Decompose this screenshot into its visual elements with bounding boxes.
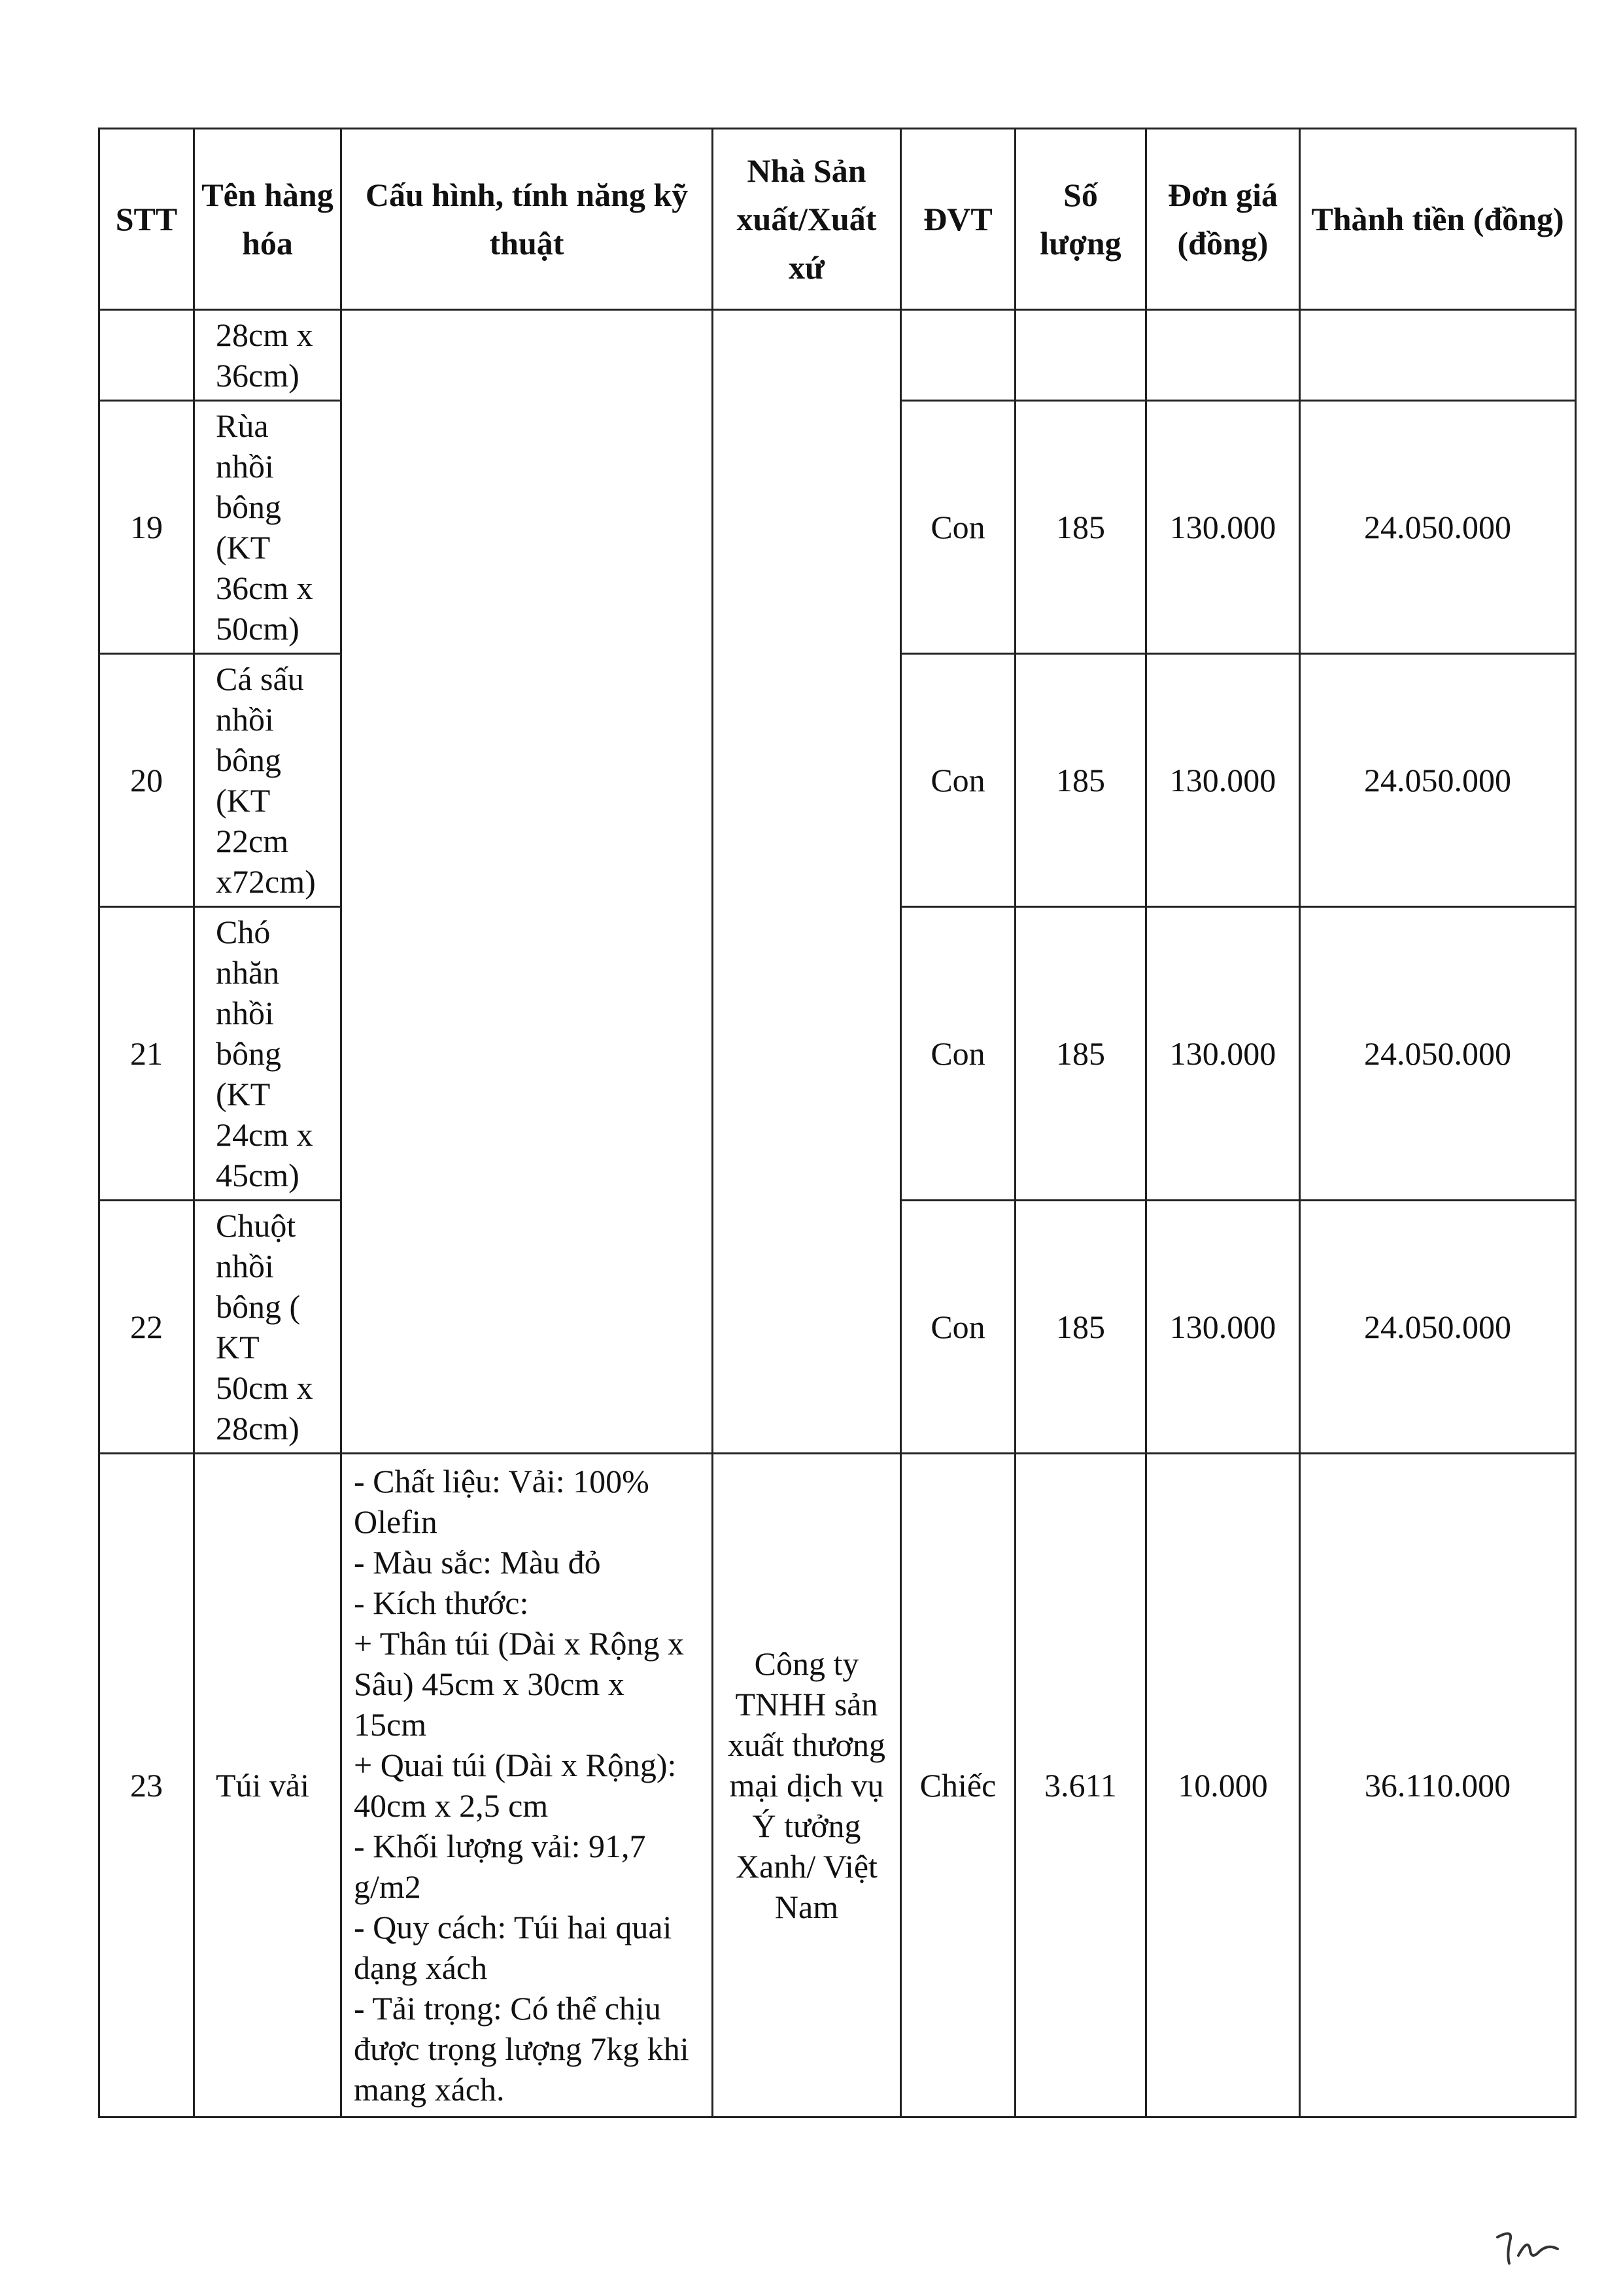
cell-stt (99, 310, 194, 401)
header-row (99, 129, 1576, 310)
cell-stt: 22 (99, 1201, 194, 1454)
cell-ten-hang-hoa: Túi vải (194, 1454, 341, 2117)
cell-dvt: Con (901, 401, 1016, 654)
cell-so-luong: 185 (1016, 1201, 1146, 1454)
cell-stt: 23 (99, 1454, 194, 2117)
cell-thanh-tien: 24.050.000 (1300, 1201, 1576, 1454)
cell-so-luong: 185 (1016, 654, 1146, 907)
cell-stt: 19 (99, 401, 194, 654)
cell-so-luong: 3.611 (1016, 1454, 1146, 2117)
cell-don-gia: 130.000 (1146, 1201, 1300, 1454)
cell-thanh-tien (1300, 310, 1576, 401)
table-row-continuation (99, 310, 1576, 401)
cell-cau-hinh (341, 1454, 713, 2117)
handwritten-initials-mark (1492, 2224, 1564, 2270)
spec-line: + Thân túi (Dài x Rộng x Sâu) 45cm x 30cm x 15cm (354, 1625, 685, 1743)
cell-so-luong: 185 (1016, 907, 1146, 1201)
spec-line: - Kích thước: (354, 1585, 529, 1621)
header-so-luong: Số lượng (1016, 129, 1146, 310)
cell-ten-hang-hoa: Chuột nhồi bông ( KT 50cm x 28cm) (194, 1201, 341, 1454)
cell-don-gia: 130.000 (1146, 907, 1300, 1201)
cell-ten-hang-hoa: Rùa nhồi bông (KT 36cm x 50cm) (194, 401, 341, 654)
spec-line: - Khối lượng vải: 91,7 g/m2 (354, 1828, 646, 1905)
header-cau-hinh: Cấu hình, tính năng kỹ thuật (341, 129, 713, 310)
cell-dvt (901, 310, 1016, 401)
cell-don-gia: 130.000 (1146, 654, 1300, 907)
cell-nha-san-xuat-merged (713, 310, 901, 1454)
cell-dvt: Con (901, 907, 1016, 1201)
cell-dvt: Con (901, 654, 1016, 907)
spec-line: - Màu sắc: Màu đỏ (354, 1544, 601, 1581)
cell-thanh-tien: 24.050.000 (1300, 654, 1576, 907)
header-ten-hang-hoa: Tên hàng hóa (194, 129, 341, 310)
cell-ten-hang-hoa: 28cm x 36cm) (194, 310, 341, 401)
header-thanh-tien: Thành tiền (đồng) (1300, 129, 1576, 310)
cell-nha-san-xuat: Công ty TNHH sản xuất thương mại dịch vụ Ý tưởng Xanh/ Việt Nam (713, 1454, 901, 2117)
cell-thanh-tien: 24.050.000 (1300, 907, 1576, 1201)
header-don-gia: Đơn giá (đồng) (1146, 129, 1300, 310)
table-row (99, 1454, 1576, 2117)
header-stt: STT (99, 129, 194, 310)
cell-stt: 20 (99, 654, 194, 907)
cell-don-gia (1146, 310, 1300, 401)
spec-line: - Tải trọng: Có thể chịu được trọng lượng 7kg khi mang xách. (354, 1990, 689, 2108)
cell-thanh-tien: 24.050.000 (1300, 401, 1576, 654)
cell-ten-hang-hoa: Chó nhăn nhồi bông (KT 24cm x 45cm) (194, 907, 341, 1201)
cell-ten-hang-hoa: Cá sấu nhồi bông (KT 22cm x72cm) (194, 654, 341, 907)
spec-line: - Chất liệu: Vải: 100% Olefin (354, 1463, 649, 1540)
cell-don-gia: 10.000 (1146, 1454, 1300, 2117)
goods-table (98, 128, 1577, 2118)
spec-line: + Quai túi (Dài x Rộng): 40cm x 2,5 cm (354, 1747, 677, 1824)
spec-line: - Quy cách: Túi hai quai dạng xách (354, 1909, 672, 1986)
cell-so-luong: 185 (1016, 401, 1146, 654)
header-dvt: ĐVT (901, 129, 1016, 310)
cell-dvt: Chiếc (901, 1454, 1016, 2117)
header-nha-san-xuat: Nhà Sản xuất/Xuất xứ (713, 129, 901, 310)
cell-thanh-tien: 36.110.000 (1300, 1454, 1576, 2117)
cell-so-luong (1016, 310, 1146, 401)
cell-don-gia: 130.000 (1146, 401, 1300, 654)
cell-cau-hinh-merged (341, 310, 713, 1454)
cell-dvt: Con (901, 1201, 1016, 1454)
cell-stt: 21 (99, 907, 194, 1201)
